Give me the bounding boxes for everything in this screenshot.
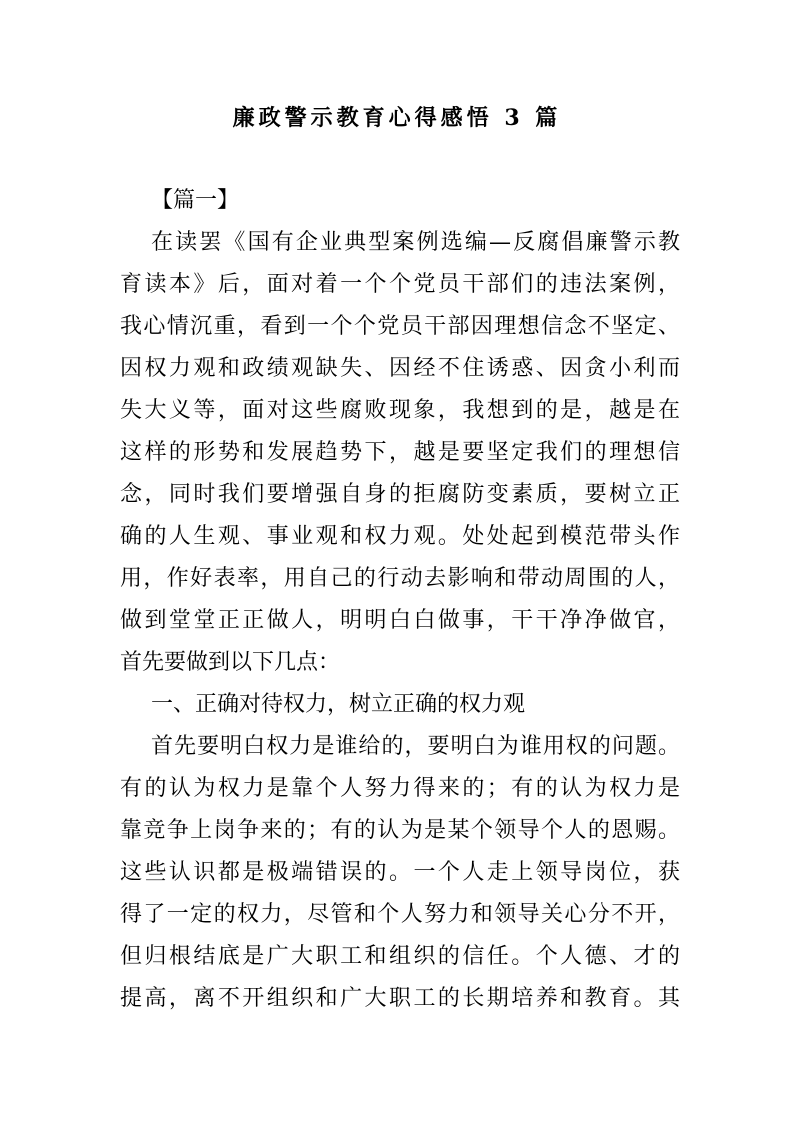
paragraph-line: 有的认为权力是靠个人努力得来的；有的认为权力是: [120, 776, 680, 801]
paragraph-line: 用，作好表率，用自己的行动去影响和带动周围的人，: [120, 566, 680, 591]
paragraph-line: 这些认识都是极端错误的。一个人走上领导岗位，获: [120, 860, 680, 885]
paragraph-line: 做到堂堂正正做人，明明白白做事，干干净净做官，: [120, 608, 680, 633]
section-label: 【篇一】: [151, 188, 240, 213]
paragraph-line: 靠竞争上岗争来的；有的认为是某个领导个人的恩赐。: [120, 818, 680, 843]
paragraph-line: 提高，离不开组织和广大职工的长期培养和教育。其: [120, 986, 680, 1011]
section-heading: 一、正确对待权力，树立正确的权力观: [151, 692, 526, 717]
paragraph-line: 但归根结底是广大职工和组织的信任。个人德、才的: [120, 944, 680, 969]
paragraph-line: 得了一定的权力，尽管和个人努力和领导关心分不开，: [120, 902, 680, 927]
paragraph-line: 育读本》后，面对着一个个党员干部们的违法案例，: [120, 272, 680, 297]
paragraph-line: 确的人生观、事业观和权力观。处处起到模范带头作: [120, 524, 680, 549]
document-title: 廉政警示教育心得感悟 3 篇: [232, 105, 562, 131]
paragraph-line: 首先要明白权力是谁给的，要明白为谁用权的问题。: [151, 734, 680, 759]
paragraph-line: 失大义等，面对这些腐败现象，我想到的是，越是在: [120, 398, 680, 423]
paragraph-line: 念，同时我们要增强自身的拒腐防变素质，要树立正: [120, 482, 680, 507]
paragraph-line: 在读罢《国有企业典型案例选编—反腐倡廉警示教: [151, 230, 680, 255]
paragraph-line: 这样的形势和发展趋势下，越是要坚定我们的理想信: [120, 440, 680, 465]
paragraph-line: 因权力观和政绩观缺失、因经不住诱惑、因贪小利而: [120, 356, 680, 381]
paragraph-line: 我心情沉重，看到一个个党员干部因理想信念不坚定、: [120, 314, 680, 339]
paragraph-line: 首先要做到以下几点：: [120, 650, 341, 675]
